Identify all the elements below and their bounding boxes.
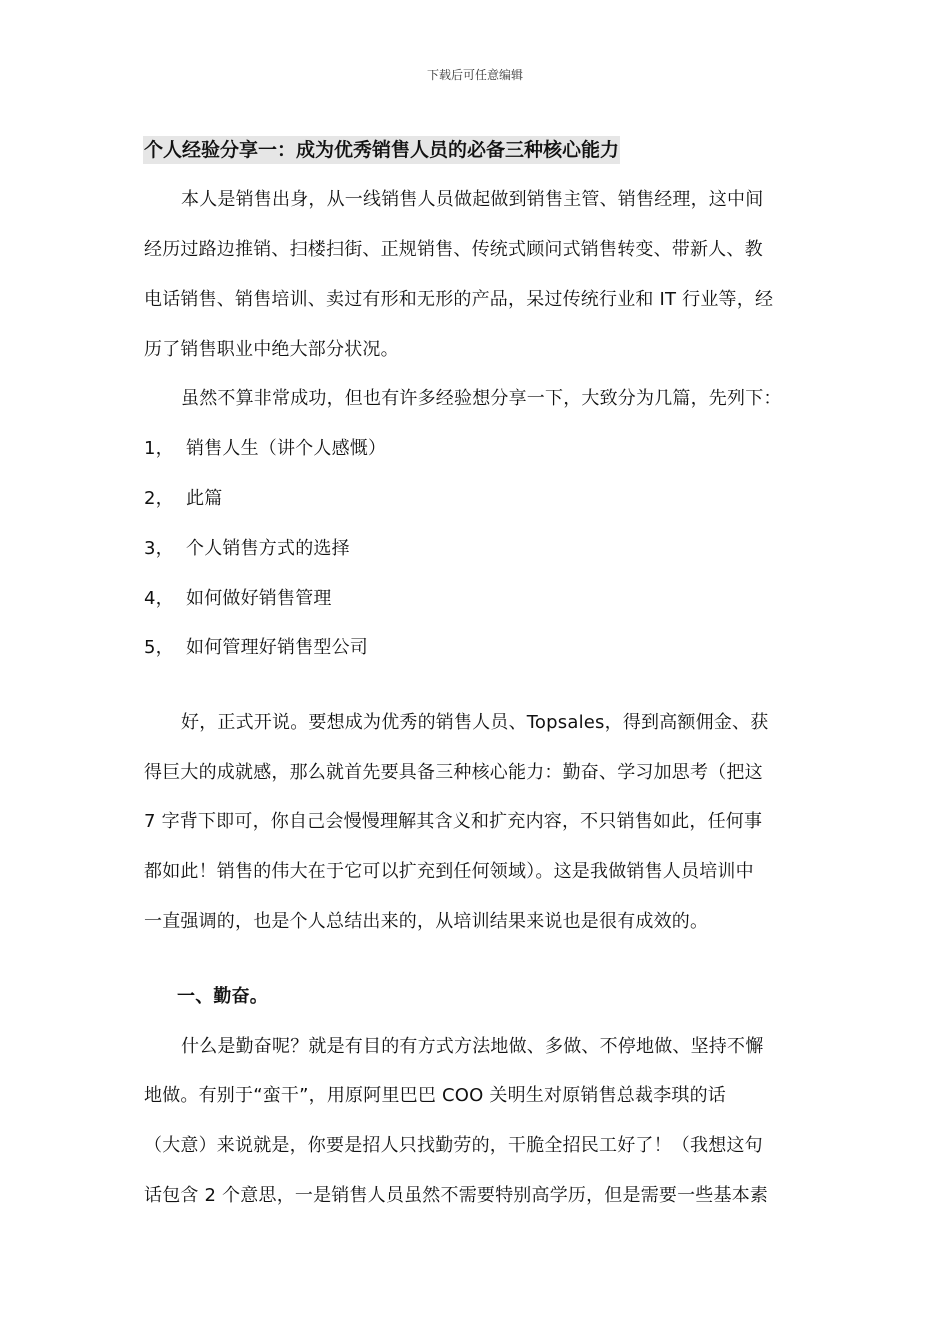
list-number: 4， [144,588,174,609]
page-header: 下载后可任意编辑 [426,68,523,82]
list-text: 销售人生（讲个人感慨） [186,438,387,459]
paragraph-line: （大意）来说就是，你要是招人只找勤劳的，干脆全招民工好了！（我想这句 [144,1135,763,1156]
paragraph-line: 得巨大的成就感，那么就首先要具备三种核心能力：勤奋、学习加思考（把这 [144,762,763,783]
list-text: 个人销售方式的选择 [186,538,350,559]
list-item [144,635,368,661]
list-number: 3， [144,538,174,559]
paragraph-line: 一直强调的，也是个人总结出来的，从培训结果来说也是很有成效的。 [144,911,709,932]
paragraph-line: 话包含 2 个意思，一是销售人员虽然不需要特别高学历，但是需要一些基本素 [144,1185,769,1206]
list-number: 2， [144,488,174,509]
paragraph-line: 都如此！销售的伟大在于它可以扩充到任何领域）。这是我做销售人员培训中 [144,861,754,882]
paragraph-line: 好，正式开说。要想成为优秀的销售人员、Topsales，得到高额佣金、获 [181,712,769,733]
list-number: 5， [144,637,174,658]
list-item [144,436,386,462]
list-text: 如何做好销售管理 [186,588,332,609]
list-item [144,486,222,512]
paragraph-line: 本人是销售出身，从一线销售人员做起做到销售主管、销售经理，这中间 [181,189,764,210]
list-item [144,586,332,612]
section-heading: 一、勤奋。 [177,986,268,1007]
paragraph-line: 什么是勤奋呢？就是有目的有方式方法地做、多做、不停地做、坚持不懈 [181,1036,764,1057]
paragraph-line: 地做。有别于“蛮干”，用原阿里巴巴 COO 关明生对原销售总裁李琪的话 [144,1085,726,1106]
list-text: 如何管理好销售型公司 [186,637,368,658]
list-item [144,536,350,562]
paragraph-line: 经历过路边推销、扫楼扫街、正规销售、传统式顾问式销售转变、带新人、教 [144,239,763,260]
paragraph-line: 历了销售职业中绝大部分状况。 [144,339,399,360]
article-title: 个人经验分享一：成为优秀销售人员的必备三种核心能力 [143,136,620,164]
list-text: 此篇 [186,488,223,509]
paragraph-line: 电话销售、销售培训、卖过有形和无形的产品，呆过传统行业和 IT 行业等，经 [144,289,774,310]
list-number: 1， [144,438,174,459]
paragraph-line: 虽然不算非常成功，但也有许多经验想分享一下，大致分为几篇，先列下： [181,388,782,409]
paragraph-line: 7 字背下即可，你自己会慢慢理解其含义和扩充内容，不只销售如此，任何事 [144,811,763,832]
